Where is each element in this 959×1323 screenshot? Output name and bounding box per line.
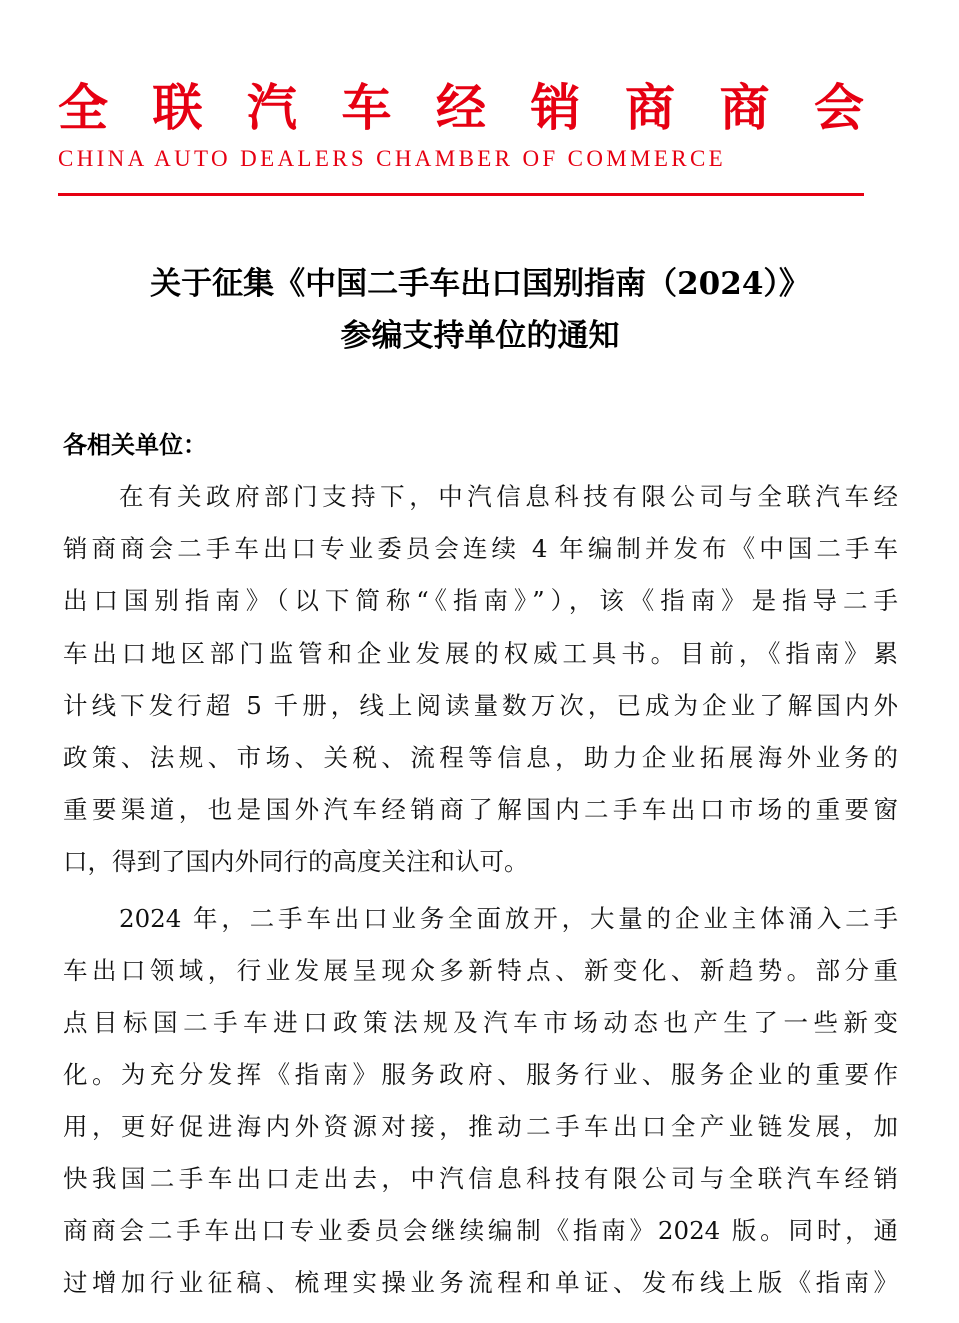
paragraph-1-line: 销商商会二手车出口专业委员会连续 4 年编制并发布《中国二手车 bbox=[63, 534, 898, 563]
document-title-line-1: 关于征集《中国二手车出口国别指南（2024）》 bbox=[150, 266, 810, 302]
letterhead-char: 联 bbox=[152, 78, 203, 137]
letterhead-divider bbox=[58, 193, 864, 196]
letterhead-char: 全 bbox=[58, 78, 108, 137]
letterhead-char: 汽 bbox=[247, 78, 297, 137]
letterhead-char: 商 bbox=[625, 78, 675, 137]
paragraph-1-line: 重要渠道，也是国外汽车经销商了解国内二手车出口市场的重要窗 bbox=[63, 795, 898, 824]
paragraph-1-line: 出口国别指南》（以下简称“《指南》”），该《指南》是指导二手 bbox=[63, 586, 898, 615]
paragraph-1-line: 政策、法规、市场、关税、流程等信息，助力企业拓展海外业务的 bbox=[63, 743, 898, 772]
paragraph-2-line: 车出口领域，行业发展呈现众多新特点、新变化、新趋势。部分重 bbox=[63, 956, 898, 985]
paragraph-2-line: 过增加行业征稿、梳理实操业务流程和单证、发布线上版《指南》 bbox=[63, 1268, 898, 1297]
paragraph-2-line: 用，更好促进海内外资源对接，推动二手车出口全产业链发展，加 bbox=[63, 1112, 898, 1141]
paragraph-1-line: 计线下发行超 5 千册，线上阅读量数万次，已成为企业了解国内外 bbox=[63, 691, 898, 720]
letterhead-char: 商 bbox=[719, 78, 770, 137]
paragraph-2-line: 快我国二手车出口走出去，中汽信息科技有限公司与全联汽车经销 bbox=[63, 1164, 898, 1193]
paragraph-1-line: 口，得到了国内外同行的高度关注和认可。 bbox=[63, 847, 529, 876]
letterhead-chinese-name bbox=[58, 78, 864, 138]
salutation: 各相关单位： bbox=[63, 431, 207, 459]
paragraph-2-line: 2024 年，二手车出口业务全面放开，大量的企业主体涌入二手 bbox=[119, 904, 898, 933]
letterhead-char: 销 bbox=[530, 78, 581, 137]
letterhead-english-name: CHINA AUTO DEALERS CHAMBER OF COMMERCE bbox=[58, 146, 727, 171]
letterhead-char: 会 bbox=[814, 78, 864, 137]
letterhead-char: 车 bbox=[341, 78, 392, 137]
paragraph-1-line: 在有关政府部门支持下，中汽信息科技有限公司与全联汽车经 bbox=[119, 482, 898, 511]
paragraph-1-line: 车出口地区部门监管和企业发展的权威工具书。目前，《指南》累 bbox=[63, 639, 898, 668]
document-title-line-2: 参编支持单位的通知 bbox=[340, 318, 620, 354]
paragraph-2-line: 商商会二手车出口专业委员会继续编制《指南》2024 版。同时，通 bbox=[63, 1216, 898, 1245]
letterhead-char: 经 bbox=[436, 78, 486, 137]
paragraph-2-line: 点目标国二手车进口政策法规及汽车市场动态也产生了一些新变 bbox=[63, 1008, 898, 1037]
paragraph-2-line: 化。为充分发挥《指南》服务政府、服务行业、服务企业的重要作 bbox=[63, 1060, 898, 1089]
